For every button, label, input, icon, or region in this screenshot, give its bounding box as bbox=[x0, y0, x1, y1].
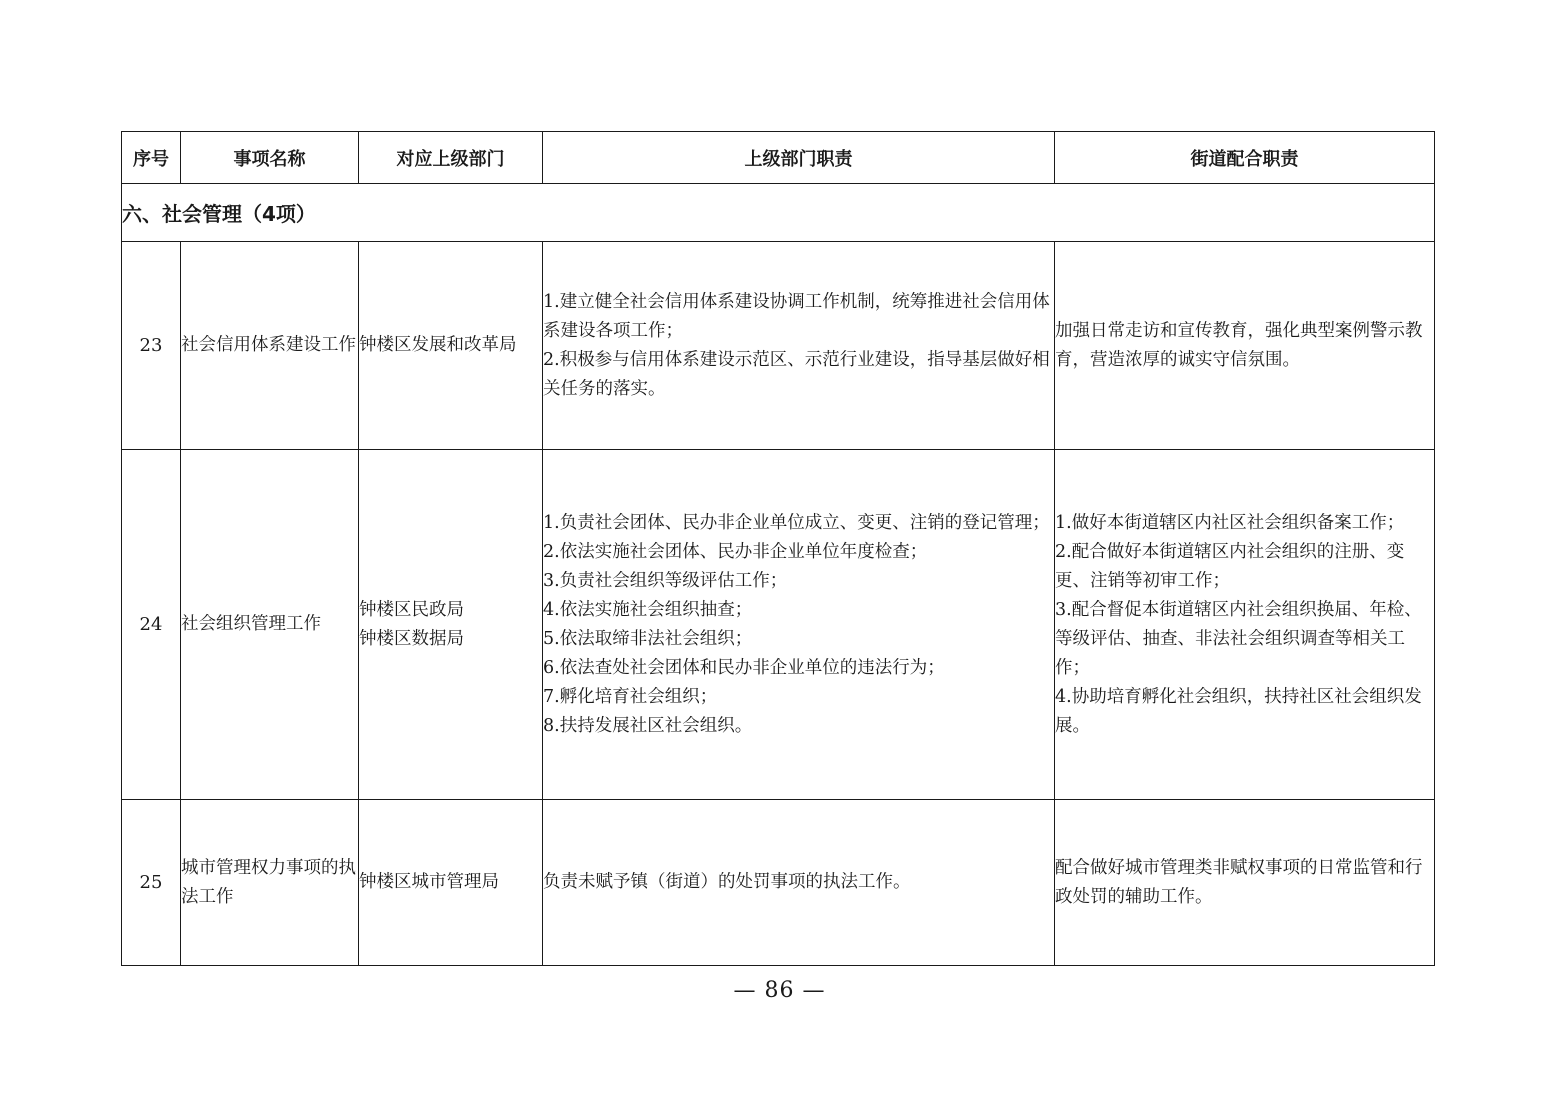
duties-table bbox=[121, 131, 1435, 966]
duty-line: 5.依法取缔非法社会组织； bbox=[543, 628, 753, 649]
table-row bbox=[122, 450, 1435, 800]
department-line: 钟楼区数据局 bbox=[359, 628, 464, 649]
department-line: 钟楼区城市管理局 bbox=[359, 872, 499, 892]
row-index: 23 bbox=[122, 242, 181, 450]
section-row bbox=[122, 184, 1435, 242]
duty-line: 2.积极参与信用体系建设示范区、示范行业建设，指导基层做好相关任务的落实。 bbox=[543, 349, 1050, 399]
row-street-duties bbox=[1055, 800, 1435, 966]
duty-line: 1.建立健全社会信用体系建设协调工作机制，统筹推进社会信用体系建设各项工作； bbox=[543, 291, 1050, 341]
header-department: 对应上级部门 bbox=[359, 132, 543, 184]
table-row bbox=[122, 242, 1435, 450]
row-department bbox=[359, 450, 543, 800]
duty-line: 1.负责社会团体、民办非企业单位成立、变更、注销的登记管理； bbox=[543, 512, 1050, 533]
header-index: 序号 bbox=[122, 132, 181, 184]
duty-line: 2.配合做好本街道辖区内社会组织的注册、变更、注销等初审工作； bbox=[1055, 541, 1405, 591]
row-department bbox=[359, 800, 543, 966]
duty-line: 1.做好本街道辖区内社区社会组织备案工作； bbox=[1055, 512, 1405, 533]
duty-line: 加强日常走访和宣传教育，强化典型案例警示教育，营造浓厚的诚实守信氛围。 bbox=[1055, 320, 1423, 370]
row-superior-duties bbox=[543, 800, 1055, 966]
header-street-duties: 街道配合职责 bbox=[1055, 132, 1435, 184]
header-superior-duties: 上级部门职责 bbox=[543, 132, 1055, 184]
row-superior-duties bbox=[543, 242, 1055, 450]
table-header-row bbox=[122, 132, 1435, 184]
duty-line: 7.孵化培育社会组织； bbox=[543, 686, 718, 707]
table-row bbox=[122, 800, 1435, 966]
duty-line: 2.依法实施社会团体、民办非企业单位年度检查； bbox=[543, 541, 928, 562]
row-item-name: 社会组织管理工作 bbox=[181, 450, 359, 800]
duty-line: 6.依法查处社会团体和民办非企业单位的违法行为； bbox=[543, 657, 945, 678]
header-item-name: 事项名称 bbox=[181, 132, 359, 184]
row-item-name: 城市管理权力事项的执法工作 bbox=[181, 800, 359, 966]
row-street-duties bbox=[1055, 242, 1435, 450]
row-street-duties bbox=[1055, 450, 1435, 800]
department-line: 钟楼区民政局 bbox=[359, 599, 464, 620]
duty-line: 3.配合督促本街道辖区内社会组织换届、年检、等级评估、抽查、非法社会组织调查等相关工作； bbox=[1055, 599, 1422, 678]
row-department bbox=[359, 242, 543, 450]
page-number: — 86 — bbox=[733, 978, 826, 1003]
duty-line: 配合做好城市管理类非赋权事项的日常监管和行政处罚的辅助工作。 bbox=[1055, 857, 1423, 907]
duty-line: 8.扶持发展社区社会组织。 bbox=[543, 715, 753, 736]
row-item-name: 社会信用体系建设工作 bbox=[181, 242, 359, 450]
row-index: 24 bbox=[122, 450, 181, 800]
row-index: 25 bbox=[122, 800, 181, 966]
duty-line: 4.协助培育孵化社会组织，扶持社区社会组织发展。 bbox=[1055, 686, 1422, 736]
section-title: 六、社会管理（4项） bbox=[122, 184, 1435, 242]
row-superior-duties bbox=[543, 450, 1055, 800]
duty-line: 3.负责社会组织等级评估工作； bbox=[543, 570, 788, 591]
duty-line: 负责未赋予镇（街道）的处罚事项的执法工作。 bbox=[543, 872, 911, 892]
duty-line: 4.依法实施社会组织抽查； bbox=[543, 599, 753, 620]
department-line: 钟楼区发展和改革局 bbox=[359, 335, 517, 355]
